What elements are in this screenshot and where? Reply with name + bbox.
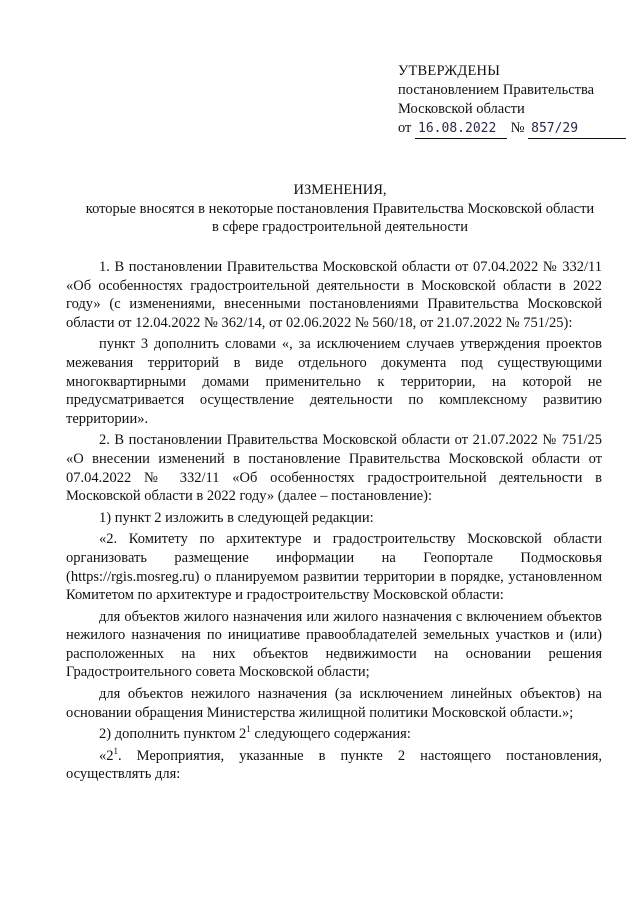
heading-subtitle-1: которые вносятся в некоторые постановления Правительства Московской области	[85, 200, 595, 217]
approval-date: 16.08.2022	[415, 119, 507, 139]
paragraph-8-text-a: 2) дополнить пунктом 2	[99, 726, 247, 743]
approval-line-2: Московской области	[398, 101, 525, 117]
paragraph-9	[66, 747, 602, 784]
heading-subtitle-2: в сфере градостроительной деятельности	[211, 219, 469, 235]
paragraph-7: для объектов нежилого назначения (за исключением линейных объектов) на основании обращения Министерства жилищной политики Московской области.»;	[66, 686, 602, 721]
paragraph-8-text-b: следующего содержания:	[250, 726, 411, 743]
paragraph-4: 1) пункт 2 изложить в следующей редакции:	[99, 509, 374, 526]
from-label: от	[398, 120, 412, 136]
paragraph-2: пункт 3 дополнить словами «, за исключением случаев утверждения проектов межевания территорий в виде отдельного документа под существующими многоквартирными домами применительно к территории, на которой не предусматривается осуществление деятельности по комплексному развитию территории».	[66, 336, 602, 427]
paragraph-8	[66, 725, 602, 744]
paragraph-9-superscript: 1	[113, 746, 118, 757]
paragraph-3: 2. В постановлении Правительства Московской области от 21.07.2022 № 751/25 «О внесении изменений в постановление Правительства Московской области от 07.04.2022 № 332/11 «Об особенностях градостроительной деятельности в Московской области в 2022 году» (далее – постановление):	[66, 432, 602, 505]
paragraph-6: для объектов жилого назначения или жилого назначения с включением объектов нежилого назначения по инициативе правообладателей земельных участков и (или) расположенных на них объектов недвижимости на основании решения Градостроительного совета Московской области;	[66, 608, 602, 681]
paragraph-1: 1. В постановлении Правительства Московской области от 07.04.2022 № 332/11 «Об особенностях градостроительной деятельности в Московской области в 2022 году» (с изменениями, внесенными постановлениями Правительства Московской области от 12.04.2022 № 362/14, от 02.06.2022 № 560/18, от 21.07.2022 № 751/25):	[66, 259, 602, 331]
paragraph-8-superscript: 1	[246, 724, 251, 735]
approval-line-1: постановлением Правительства	[398, 82, 595, 98]
document-body	[66, 258, 602, 784]
paragraph-9-text-b: . Мероприятия, указанные в пункте 2 настоящего постановления, осуществлять для:	[66, 747, 602, 783]
heading-title: ИЗМЕНЕНИЯ,	[293, 182, 387, 198]
approval-signature-line	[398, 119, 626, 139]
approval-number: 857/29	[528, 119, 626, 139]
document-heading	[60, 181, 620, 237]
number-label: №	[510, 120, 525, 136]
paragraph-9-text-a: «2	[99, 747, 114, 764]
approval-title: УТВЕРЖДЕНЫ	[398, 63, 501, 79]
paragraph-5: «2. Комитету по архитектуре и градостроительству Московской области организовать размещение информации на Геопортале Подмосковья (https://rgis.mosreg.ru) о планируемом развитии территории в порядке, установленном Комитетом по архитектуре и градостроительству Московской области:	[66, 531, 602, 604]
approval-stamp	[398, 62, 626, 139]
